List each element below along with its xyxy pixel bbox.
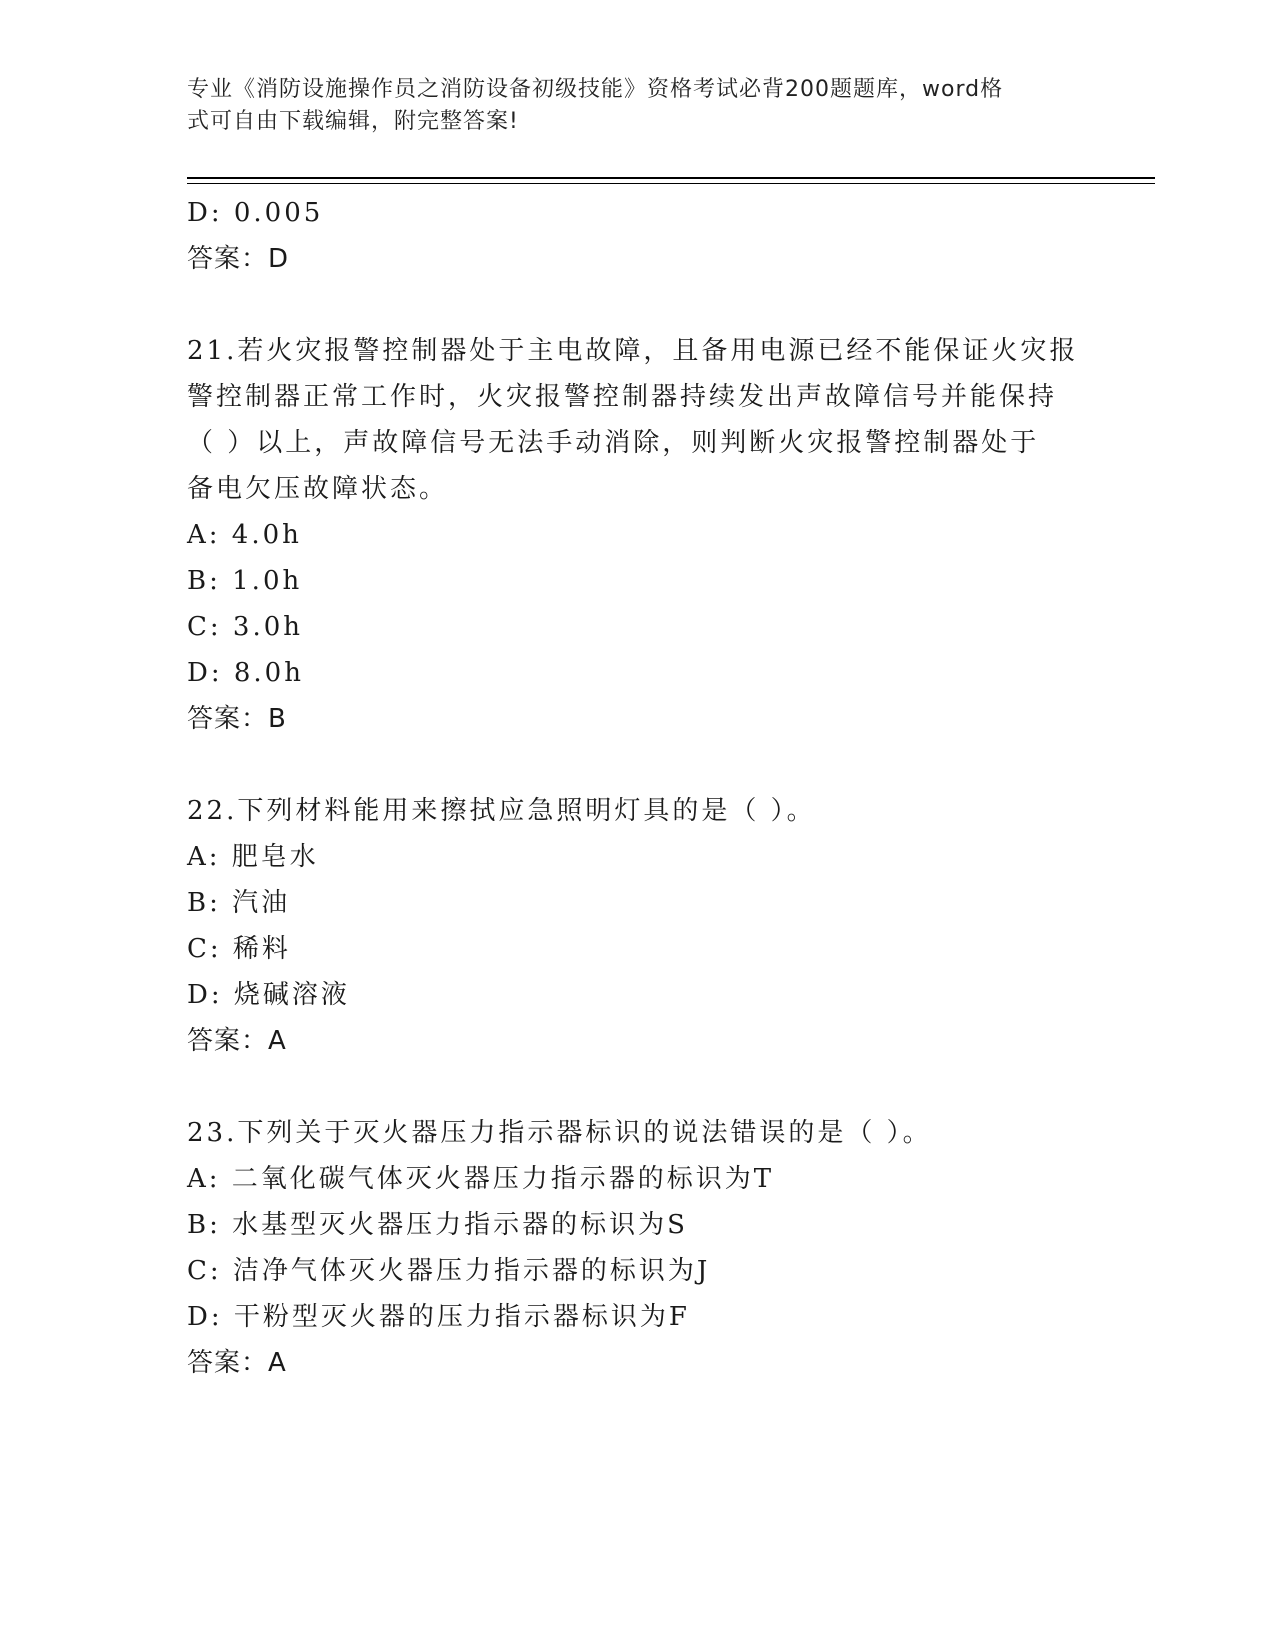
- option-b: B: 1.0h: [187, 566, 303, 596]
- question-21: [187, 328, 1087, 742]
- answer-line: 答案：B: [187, 704, 287, 734]
- option-b: B: 汽油: [187, 888, 291, 918]
- question-23: [187, 1110, 1087, 1386]
- option-d: D: 8.0h: [187, 658, 304, 688]
- spacer: [187, 742, 1087, 788]
- header-divider-thin: [187, 183, 1155, 184]
- question-text-line: 23.下列关于灭火器压力指示器标识的说法错误的是（ ）。: [187, 1118, 932, 1148]
- option-a: A: 4.0h: [187, 520, 302, 550]
- header-line-1: 专业《消防设施操作员之消防设备初级技能》资格考试必背200题题库，word格: [187, 77, 1004, 102]
- question-text-line: 22.下列材料能用来擦拭应急照明灯具的是（ ）。: [187, 796, 816, 826]
- question-text-line: 21.若火灾报警控制器处于主电故障，且备用电源已经不能保证火灾报: [187, 336, 1079, 366]
- option-d: D: 0.005: [187, 198, 324, 228]
- option-c: C: 3.0h: [187, 612, 304, 642]
- answer-line: 答案：D: [187, 244, 290, 274]
- document-header: [187, 74, 1087, 138]
- question-22: [187, 788, 1087, 1064]
- question-text-line: 警控制器正常工作时，火灾报警控制器持续发出声故障信号并能保持: [187, 382, 1058, 412]
- option-a: A: 二氧化碳气体灭火器压力指示器的标识为T: [187, 1164, 775, 1194]
- answer-line: 答案：A: [187, 1348, 287, 1378]
- option-d: D: 干粉型灭火器的压力指示器标识为F: [187, 1302, 690, 1332]
- option-c: C: 洁净气体灭火器压力指示器的标识为J: [187, 1256, 711, 1286]
- header-divider-thick: [187, 177, 1155, 179]
- question-content: [187, 190, 1087, 1386]
- question-text-line: 备电欠压故障状态。: [187, 474, 449, 504]
- spacer: [187, 1064, 1087, 1110]
- question-text-line: （ ）以上，声故障信号无法手动消除，则判断火灾报警控制器处于: [187, 428, 1040, 458]
- option-d: D: 烧碱溶液: [187, 980, 350, 1010]
- option-c: C: 稀料: [187, 934, 291, 964]
- answer-line: 答案：A: [187, 1026, 287, 1056]
- spacer: [187, 282, 1087, 328]
- header-line-2: 式可自由下载编辑，附完整答案!: [187, 109, 519, 134]
- option-b: B: 水基型灭火器压力指示器的标识为S: [187, 1210, 688, 1240]
- option-a: A: 肥皂水: [187, 842, 319, 872]
